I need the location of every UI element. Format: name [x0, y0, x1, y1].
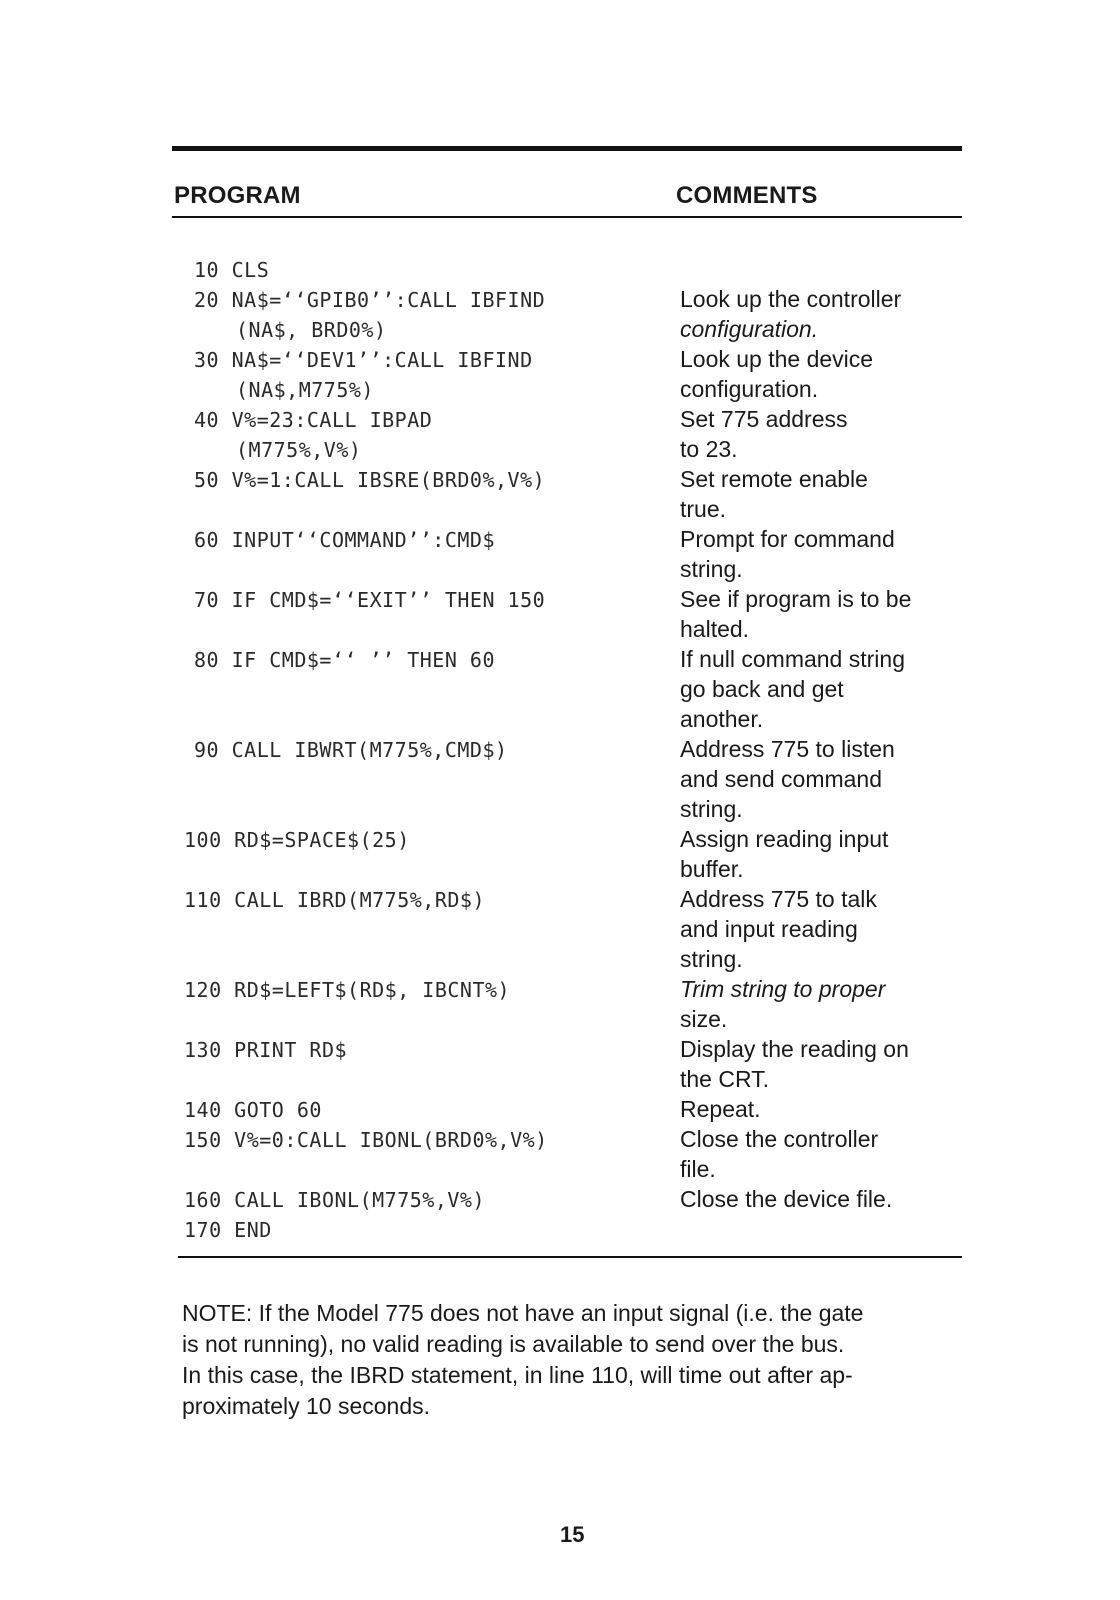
code-line: 80 IF CMD$=‘‘ ’’ THEN 60 — [194, 648, 495, 672]
listing-row — [0, 674, 1120, 704]
comment-line: string. — [680, 946, 743, 972]
listing-row — [0, 584, 1120, 614]
code-line: 160 CALL IBONL(M775%,V%) — [184, 1188, 485, 1212]
listing-row — [0, 824, 1120, 854]
code-line: 130 PRINT RD$ — [184, 1038, 348, 1062]
bottom-rule — [178, 1256, 962, 1258]
listing-row — [0, 794, 1120, 824]
listing-row — [0, 284, 1120, 314]
comment-line: Repeat. — [680, 1096, 761, 1122]
code-line: 20 NA$=‘‘GPIB0’’:CALL IBFIND — [194, 288, 546, 312]
listing-row — [0, 254, 1120, 284]
comment-line: Look up the device — [680, 346, 874, 372]
listing-row — [0, 884, 1120, 914]
comment-line: configuration. — [680, 376, 819, 402]
program-column-header: PROGRAM — [174, 182, 301, 209]
code-line: (M775%,V%) — [236, 438, 362, 462]
note-line: is not running), no valid reading is available to send over the bus. — [182, 1331, 845, 1357]
top-rule — [172, 146, 962, 151]
comment-line: If null command string — [680, 646, 905, 672]
code-line: 70 IF CMD$=‘‘EXIT’’ THEN 150 — [194, 588, 546, 612]
listing-row — [0, 314, 1120, 344]
comment-line: Set 775 address — [680, 406, 848, 432]
comment-line: Trim string to proper — [680, 976, 886, 1002]
listing-row — [0, 854, 1120, 884]
listing-row — [0, 764, 1120, 794]
listing-row — [0, 644, 1120, 674]
comment-line: Close the controller — [680, 1126, 879, 1152]
comment-line: Set remote enable — [680, 466, 868, 492]
comment-line: go back and get — [680, 676, 844, 702]
listing-row — [0, 1154, 1120, 1184]
listing-row — [0, 1124, 1120, 1154]
note-line: NOTE: If the Model 775 does not have an input signal (i.e. the gate — [182, 1300, 864, 1326]
code-line: 40 V%=23:CALL IBPAD — [194, 408, 433, 432]
note-line: In this case, the IBRD statement, in line 110, will time out after ap- — [182, 1362, 853, 1388]
comment-line: string. — [680, 796, 743, 822]
comment-line: Address 775 to talk — [680, 886, 877, 912]
listing-row — [0, 944, 1120, 974]
comments-column-header: COMMENTS — [676, 182, 818, 209]
comment-line: string. — [680, 556, 743, 582]
code-line: 150 V%=0:CALL IBONL(BRD0%,V%) — [184, 1128, 548, 1152]
listing-row — [0, 374, 1120, 404]
listing-row — [0, 1184, 1120, 1214]
listing-row — [0, 974, 1120, 1004]
comment-line: Look up the controller — [680, 286, 902, 312]
code-line: 50 V%=1:CALL IBSRE(BRD0%,V%) — [194, 468, 546, 492]
comment-line: configuration. — [680, 316, 819, 342]
listing-row — [0, 1094, 1120, 1124]
listing-row — [0, 914, 1120, 944]
comment-line: Prompt for command — [680, 526, 895, 552]
listing-row — [0, 614, 1120, 644]
listing-row — [0, 704, 1120, 734]
comment-line: See if program is to be — [680, 586, 912, 612]
code-line: 140 GOTO 60 — [184, 1098, 322, 1122]
comment-line: size. — [680, 1006, 728, 1032]
comment-line: Close the device file. — [680, 1186, 893, 1212]
listing-row — [0, 1214, 1120, 1244]
comment-line: and send command — [680, 766, 883, 792]
listing-row — [0, 524, 1120, 554]
comment-line: true. — [680, 496, 727, 522]
listing-row — [0, 1004, 1120, 1034]
code-line: 90 CALL IBWRT(M775%,CMD$) — [194, 738, 508, 762]
listing-row — [0, 1064, 1120, 1094]
code-line: 10 CLS — [194, 258, 270, 282]
code-line: 60 INPUT‘‘COMMAND’’:CMD$ — [194, 528, 495, 552]
note-line: proximately 10 seconds. — [182, 1393, 431, 1419]
listing-row — [0, 494, 1120, 524]
comment-line: halted. — [680, 616, 750, 642]
header-rule — [172, 216, 962, 218]
note-paragraph — [182, 1298, 972, 1422]
comment-line: Assign reading input — [680, 826, 889, 852]
code-line: 110 CALL IBRD(M775%,RD$) — [184, 888, 485, 912]
comment-line: buffer. — [680, 856, 744, 882]
listing-row — [0, 404, 1120, 434]
code-line: (NA$,M775%) — [236, 378, 374, 402]
comment-line: Address 775 to listen — [680, 736, 895, 762]
listing-row — [0, 464, 1120, 494]
code-line: 120 RD$=LEFT$(RD$, IBCNT%) — [184, 978, 511, 1002]
comment-line: the CRT. — [680, 1066, 770, 1092]
listing-row — [0, 1034, 1120, 1064]
code-line: (NA$, BRD0%) — [236, 318, 387, 342]
comment-line: and input reading — [680, 916, 858, 942]
code-line: 30 NA$=‘‘DEV1’’:CALL IBFIND — [194, 348, 533, 372]
listing-row — [0, 554, 1120, 584]
program-listing — [0, 254, 1120, 1244]
comment-line: file. — [680, 1156, 716, 1182]
listing-row — [0, 434, 1120, 464]
code-line: 100 RD$=SPACE$(25) — [184, 828, 410, 852]
comment-line: another. — [680, 706, 764, 732]
listing-row — [0, 344, 1120, 374]
comment-line: to 23. — [680, 436, 738, 462]
comment-line: Display the reading on — [680, 1036, 909, 1062]
page-number: 15 — [560, 1522, 585, 1547]
code-line: 170 END — [184, 1218, 272, 1242]
listing-row — [0, 734, 1120, 764]
